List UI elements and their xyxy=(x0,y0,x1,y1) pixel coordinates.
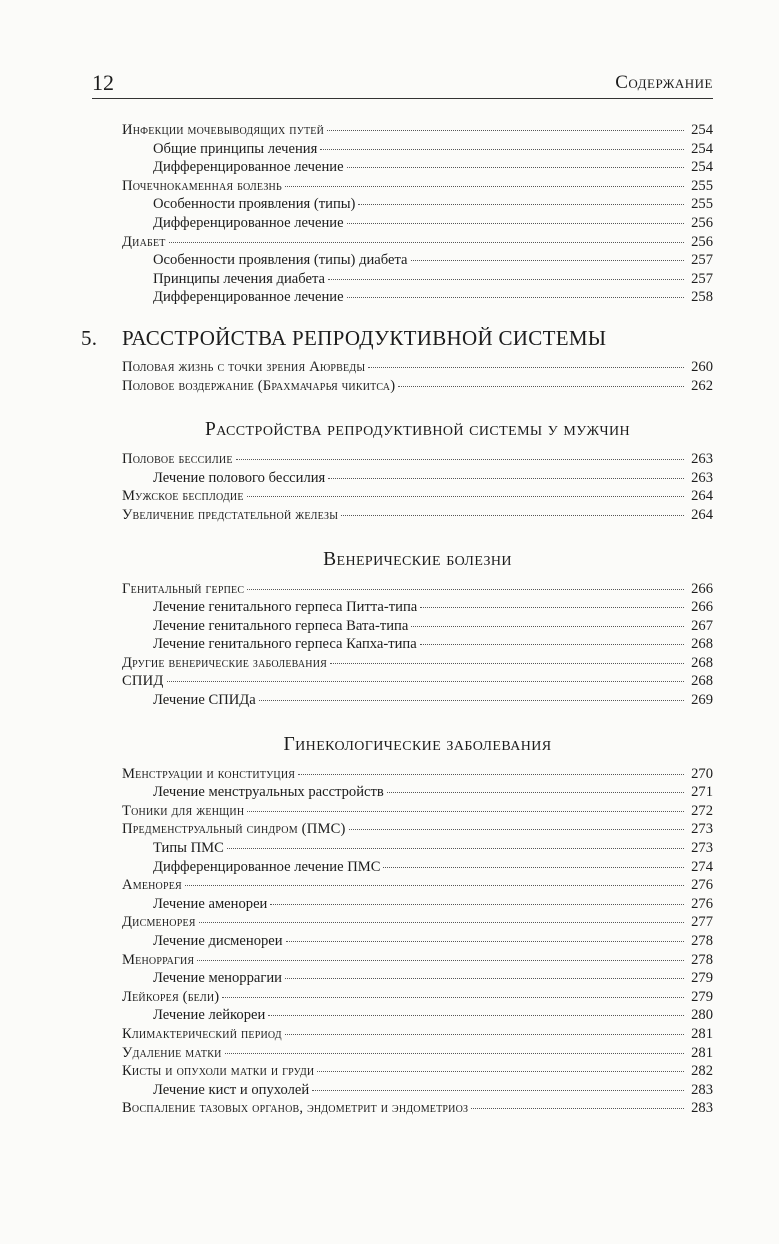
toc-subentry[interactable] xyxy=(122,158,713,177)
dot-leader xyxy=(247,810,684,812)
toc-page-number: 263 xyxy=(691,469,713,486)
dot-leader xyxy=(247,588,684,590)
toc-entry-label: Аменорея xyxy=(122,877,182,894)
running-title: Содержание xyxy=(615,72,713,93)
dot-leader xyxy=(285,977,684,979)
toc-entry-label: Лечение генитального герпеса Капха-типа xyxy=(153,636,417,653)
toc-page-number: 262 xyxy=(691,377,713,394)
toc-page-number: 279 xyxy=(691,970,713,987)
toc-entry-label: Лечение генитального герпеса Вата-типа xyxy=(153,617,409,634)
dot-leader xyxy=(227,847,684,849)
dot-leader xyxy=(398,385,684,387)
toc-entry-label: Особенности проявления (типы) диабета xyxy=(153,252,408,269)
dot-leader xyxy=(236,458,684,460)
dot-leader xyxy=(285,1033,684,1035)
toc-group-venereal xyxy=(122,580,713,710)
toc-page-number: 254 xyxy=(691,122,713,138)
toc-entry-label: Особенности проявления (типы) xyxy=(153,196,356,213)
toc-page-number: 278 xyxy=(691,933,713,949)
toc-page-number: 282 xyxy=(691,1063,713,1080)
chapter-title: РАССТРОЙСТВА РЕПРОДУКТИВНОЙ СИСТЕМЫ xyxy=(122,325,607,350)
toc-entry[interactable] xyxy=(122,802,713,821)
toc-entry-label: Генитальный герпес xyxy=(122,580,245,597)
toc-subentry[interactable] xyxy=(122,1081,713,1100)
toc-entry-label: Климактерический период xyxy=(122,1025,282,1042)
toc-entry-label: Лечение дисменореи xyxy=(153,933,283,949)
toc-page-number: 269 xyxy=(691,692,713,709)
dot-leader xyxy=(312,1089,684,1091)
toc-subentry[interactable] xyxy=(122,251,713,270)
toc-group-gynecology xyxy=(122,765,713,1118)
toc-entry[interactable] xyxy=(122,988,713,1007)
toc-entry-label: Половое бессилие xyxy=(122,451,233,468)
toc-subentry[interactable] xyxy=(122,598,713,617)
toc-entry[interactable] xyxy=(122,913,713,932)
toc-entry[interactable] xyxy=(122,1062,713,1081)
dot-leader xyxy=(349,828,684,830)
toc-page-number: 276 xyxy=(691,895,713,912)
toc-entry[interactable] xyxy=(122,580,713,599)
dot-leader xyxy=(222,996,684,998)
toc-page-number: 256 xyxy=(691,214,713,231)
toc-entry-label: Менструации и конституция xyxy=(122,765,296,782)
dot-leader xyxy=(285,185,684,187)
page-number: 12 xyxy=(92,70,114,95)
dot-leader xyxy=(387,791,684,793)
toc-entry-label: Удаление матки xyxy=(122,1044,222,1061)
dot-leader xyxy=(320,148,684,150)
toc-entry-label: Лечение СПИДа xyxy=(153,692,256,709)
toc-page-number: 280 xyxy=(691,1007,713,1024)
toc-page-number: 264 xyxy=(691,488,713,505)
toc-entry[interactable] xyxy=(122,876,713,895)
toc-entry-label: Дифференцированное лечение ПМС xyxy=(153,858,381,875)
toc-entry-label: Дифференцированное лечение xyxy=(153,159,344,176)
toc-entry-label: Типы ПМС xyxy=(153,840,224,857)
toc-group-chapter5 xyxy=(122,358,713,395)
dot-leader xyxy=(420,643,684,645)
toc-subentry[interactable] xyxy=(122,214,713,233)
toc-subentry[interactable] xyxy=(122,195,713,214)
toc-subentry[interactable] xyxy=(122,969,713,988)
toc-subentry[interactable] xyxy=(122,288,713,307)
toc-entry-label: Кисты и опухоли матки и груди xyxy=(122,1063,315,1080)
dot-leader xyxy=(330,662,684,664)
toc-entry-label: Половая жизнь с точки зрения Аюрведы xyxy=(122,358,366,375)
toc-entry[interactable] xyxy=(122,1044,713,1063)
toc-entry-label: Принципы лечения диабета xyxy=(153,270,325,287)
dot-leader xyxy=(383,866,684,868)
dot-leader xyxy=(270,903,684,905)
toc-subentry[interactable] xyxy=(122,858,713,877)
toc-entry[interactable] xyxy=(122,765,713,784)
toc-entry-label: Инфекции мочевыводящих путей xyxy=(122,122,325,138)
toc-entry[interactable] xyxy=(122,506,713,525)
toc-entry[interactable] xyxy=(122,951,713,970)
toc-entry-label: Воспаление тазовых органов, эндометрит и эндометриоз xyxy=(122,1100,469,1117)
toc-entry-label: СПИД xyxy=(122,673,164,690)
toc-subentry[interactable] xyxy=(122,469,713,488)
toc-page-number: 276 xyxy=(691,877,713,894)
toc-page-number: 270 xyxy=(691,765,713,782)
toc-entry[interactable] xyxy=(122,1099,713,1118)
dot-leader xyxy=(317,1070,684,1072)
toc-entry[interactable] xyxy=(122,233,713,252)
toc-entry-label: Лечение лейкореи xyxy=(153,1007,266,1024)
toc-entry[interactable] xyxy=(122,654,713,673)
chapter-number: 5. xyxy=(81,325,98,350)
dot-leader xyxy=(199,921,684,923)
toc-page-number: 267 xyxy=(691,617,713,634)
toc-page-number: 278 xyxy=(691,951,713,968)
toc-entry-label: Общие принципы лечения xyxy=(153,140,318,157)
toc-subentry[interactable] xyxy=(122,691,713,710)
toc-page-number: 281 xyxy=(691,1044,713,1061)
toc-subentry[interactable] xyxy=(122,839,713,858)
dot-leader xyxy=(368,366,684,368)
toc-page-number: 263 xyxy=(691,451,713,468)
toc-entry[interactable] xyxy=(122,121,713,140)
toc-page-number: 279 xyxy=(691,988,713,1005)
toc-entry[interactable] xyxy=(122,672,713,691)
dot-leader xyxy=(341,514,684,516)
toc-page-number: 268 xyxy=(691,636,713,653)
dot-leader xyxy=(327,129,684,131)
toc-page-number: 268 xyxy=(691,654,713,671)
dot-leader xyxy=(347,222,684,224)
toc-entry[interactable] xyxy=(122,1025,713,1044)
toc-entry-label: Половое воздержание (Брахмачарья чикитса) xyxy=(122,377,396,394)
toc-entry[interactable] xyxy=(122,450,713,469)
dot-leader xyxy=(268,1014,684,1016)
toc-page-number: 266 xyxy=(691,580,713,597)
section-heading-men: Расстройства репродуктивной системы у мужчин xyxy=(204,419,631,441)
toc-entry-label: Мужское бесплодие xyxy=(122,488,244,505)
toc-page-number: 266 xyxy=(691,599,713,616)
toc-page-number: 272 xyxy=(691,802,713,819)
dot-leader xyxy=(286,940,684,942)
toc-page-number: 277 xyxy=(691,914,713,931)
dot-leader xyxy=(420,606,684,608)
toc-page-number: 254 xyxy=(691,159,713,176)
toc-page-number: 271 xyxy=(691,784,713,801)
dot-leader xyxy=(298,773,684,775)
toc-entry-label: Дифференцированное лечение xyxy=(153,214,344,231)
toc-page-number: 273 xyxy=(691,821,713,838)
dot-leader xyxy=(411,625,684,627)
toc-entry[interactable] xyxy=(122,177,713,196)
toc-entry-label: Дисменорея xyxy=(122,914,196,931)
dot-leader xyxy=(197,959,684,961)
toc-group-urinary xyxy=(122,121,713,307)
toc-page-number: 283 xyxy=(691,1081,713,1098)
toc-page-number: 268 xyxy=(691,673,713,690)
toc-entry-label: Дифференцированное лечение xyxy=(153,289,344,306)
toc-subentry[interactable] xyxy=(122,617,713,636)
toc-subentry[interactable] xyxy=(122,635,713,654)
dot-leader xyxy=(328,278,684,280)
toc-entry-label: Меноррагия xyxy=(122,951,195,968)
toc-page-number: 254 xyxy=(691,140,713,157)
toc-page-number: 274 xyxy=(691,858,713,875)
toc-entry-label: Лечение генитального герпеса Питта-типа xyxy=(153,599,418,616)
toc-page-number: 255 xyxy=(691,177,713,194)
toc-entry-label: Почечнокаменная болезнь xyxy=(122,177,282,194)
toc-entry-label: Лечение менструальных расстройств xyxy=(153,784,384,801)
toc-entry-label: Лечение аменореи xyxy=(153,895,268,912)
dot-leader xyxy=(411,259,684,261)
toc-subentry[interactable] xyxy=(122,140,713,159)
dot-leader xyxy=(347,166,684,168)
dot-leader xyxy=(247,495,684,497)
toc-page-number: 257 xyxy=(691,270,713,287)
dot-leader xyxy=(185,884,684,886)
toc-entry-label: Лечение меноррагии xyxy=(153,970,282,987)
section-heading-gynecology: Гинекологические заболевания xyxy=(283,733,552,755)
toc-entry-label: Тоники для женщин xyxy=(122,802,245,819)
toc-page-number: 264 xyxy=(691,506,713,523)
dot-leader xyxy=(471,1107,684,1109)
toc-entry-label: Диабет xyxy=(122,233,166,250)
toc-entry[interactable] xyxy=(122,487,713,506)
toc-subentry[interactable] xyxy=(122,895,713,914)
dot-leader xyxy=(167,680,684,682)
toc-page-number: 257 xyxy=(691,252,713,269)
toc-group-men xyxy=(122,450,713,524)
toc-entry-label: Увеличение предстательной железы xyxy=(122,506,339,523)
toc-entry-label: Лейкорея (бели) xyxy=(122,988,220,1005)
table-of-contents xyxy=(81,121,713,1118)
toc-page-number: 255 xyxy=(691,196,713,213)
toc-entry-label: Лечение полового бессилия xyxy=(153,469,326,486)
toc-subentry[interactable] xyxy=(122,932,713,951)
toc-entry[interactable] xyxy=(122,358,713,377)
toc-page-number: 256 xyxy=(691,233,713,250)
dot-leader xyxy=(328,477,684,479)
dot-leader xyxy=(358,203,684,205)
dot-leader xyxy=(347,296,684,298)
toc-subentry[interactable] xyxy=(122,1006,713,1025)
toc-page-number: 258 xyxy=(691,289,713,306)
toc-page-number: 281 xyxy=(691,1025,713,1042)
chapter-heading xyxy=(81,325,713,351)
running-head xyxy=(92,70,713,99)
toc-entry-label: Другие венерические заболевания xyxy=(122,654,328,671)
toc-subentry[interactable] xyxy=(122,270,713,289)
dot-leader xyxy=(225,1052,684,1054)
toc-entry-label: Лечение кист и опухолей xyxy=(153,1081,310,1098)
section-heading-venereal: Венерические болезни xyxy=(323,548,512,570)
dot-leader xyxy=(259,699,684,701)
toc-page-number: 283 xyxy=(691,1100,713,1117)
toc-subentry[interactable] xyxy=(122,783,713,802)
dot-leader xyxy=(169,241,684,243)
toc-page-number: 260 xyxy=(691,358,713,375)
toc-entry[interactable] xyxy=(122,820,713,839)
toc-entry[interactable] xyxy=(122,377,713,396)
toc-entry-label: Предменструальный синдром (ПМС) xyxy=(122,821,346,838)
toc-page-number: 273 xyxy=(691,840,713,857)
